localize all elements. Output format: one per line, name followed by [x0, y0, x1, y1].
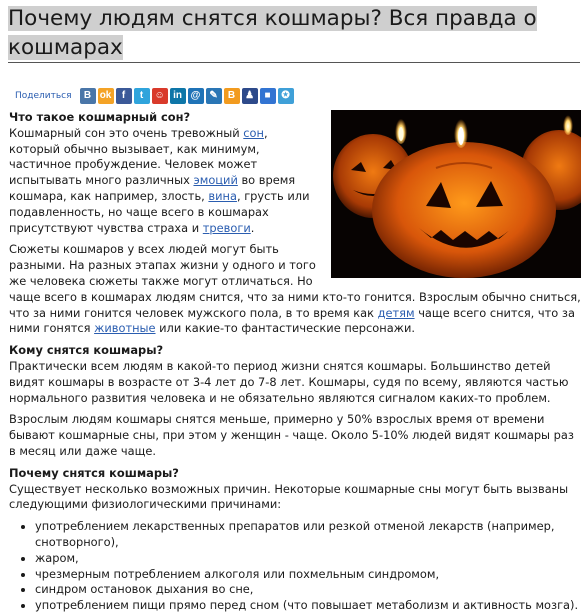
- share-label: Поделиться: [15, 91, 72, 101]
- text-span: Кошмарный сон это очень тревожный: [9, 125, 244, 140]
- link-emotsiy[interactable]: эмоций: [193, 173, 238, 188]
- vkontakte-icon[interactable]: В: [80, 88, 96, 104]
- list-item: • жаром,: [35, 551, 581, 567]
- delicious-icon[interactable]: ■: [260, 88, 276, 104]
- paragraph-why-1: Существует несколько возможных причин. Некоторые кошмарные сны могут быть вызваны следующими физиологическими причинами:: [9, 481, 569, 512]
- link-detyam[interactable]: детям: [377, 305, 415, 320]
- link-trevogi[interactable]: тревоги: [202, 220, 251, 235]
- text-span: или какие-то фантастические персонажи.: [155, 321, 415, 336]
- section-heading-what: Что такое кошмарный сон?: [9, 110, 191, 124]
- moikrug-icon[interactable]: ☺: [152, 88, 168, 104]
- list-item: • чрезмерным потреблением алкоголя или похмельным синдромом,: [35, 567, 581, 583]
- section-heading-who: Кому снятся кошмары?: [9, 343, 164, 358]
- page-title: [8, 4, 580, 62]
- title-divider: [8, 62, 580, 63]
- causes-list: [9, 519, 581, 614]
- myspace-icon[interactable]: ♟: [242, 88, 258, 104]
- list-item: • употреблением пищи прямо перед сном (что повышает метаболизм и активность мозга).: [35, 598, 581, 614]
- linkedin-icon[interactable]: in: [170, 88, 186, 104]
- blogger-icon[interactable]: B: [224, 88, 240, 104]
- page-title-text: Почему людям снятся кошмары? Вся правда о кошмарах: [8, 6, 537, 60]
- link-son[interactable]: сон: [243, 125, 264, 140]
- text-span: , который обычно вызывает, как минимум, частичное пробуждение. Человек может испытывать много различных: [9, 125, 268, 188]
- text-span: , грусть или подавленность, но чаще всего в кошмарах присутствуют чувства страха и: [9, 188, 310, 235]
- text-span: чаще всего снится, что за ними гонятся: [9, 305, 575, 336]
- list-item: • употреблением лекарственных препаратов или резкой отменой лекарств (например, снотворного),: [35, 519, 581, 551]
- article-body: [9, 110, 581, 614]
- mailru-icon[interactable]: @: [188, 88, 204, 104]
- odnoklassniki-icon[interactable]: ok: [98, 88, 114, 104]
- link-vina[interactable]: вина: [208, 188, 237, 203]
- facebook-icon[interactable]: f: [116, 88, 132, 104]
- paragraph-who-1: Практически всем людям в какой-то период жизни снятся кошмары. Большинство детей видят кошмары в возрасте от 3-4 лет до 7-8 лет. Кошмары, судя по всему, являются частью нормального развития человека и не обязательно являются сигналом каких-то проблем.: [9, 358, 569, 405]
- section-heading-why: Почему снятся кошмары?: [9, 465, 179, 480]
- list-item: • синдром остановок дыхания во сне,: [35, 582, 581, 598]
- bookmarks-icon[interactable]: ✪: [278, 88, 294, 104]
- pumpkin-lanterns-photo: [331, 110, 581, 278]
- share-icons: [80, 88, 296, 104]
- share-bar: [15, 86, 296, 106]
- link-zhivotnye[interactable]: животные: [94, 321, 156, 336]
- twitter-icon[interactable]: t: [134, 88, 150, 104]
- text-span: во время кошмара, как например, злость,: [9, 173, 296, 203]
- text-span: Сюжеты кошмаров у всех людей могут быть разными. На разных этапах жизни у одного и того же человека сюжеты также могут отличаться. Но чаще всего в кошмарах людям снится, что за ними кто-то гонится. Взрослым обычно сниться, что за ними гонится человек мужского пола, в то время как: [9, 242, 581, 320]
- pumpkin-lanterns-image: [331, 110, 581, 278]
- paragraph-who-2: Взрослым людям кошмары снятся меньше, примерно у 50% взрослых время от времени бывают кошмарные сны, при этом у женщин - чаще. Около 5-10% людей видят кошмары раз в месяц или даже чаще.: [9, 412, 574, 458]
- livejournal-icon[interactable]: ✎: [206, 88, 222, 104]
- text-span: .: [250, 220, 255, 235]
